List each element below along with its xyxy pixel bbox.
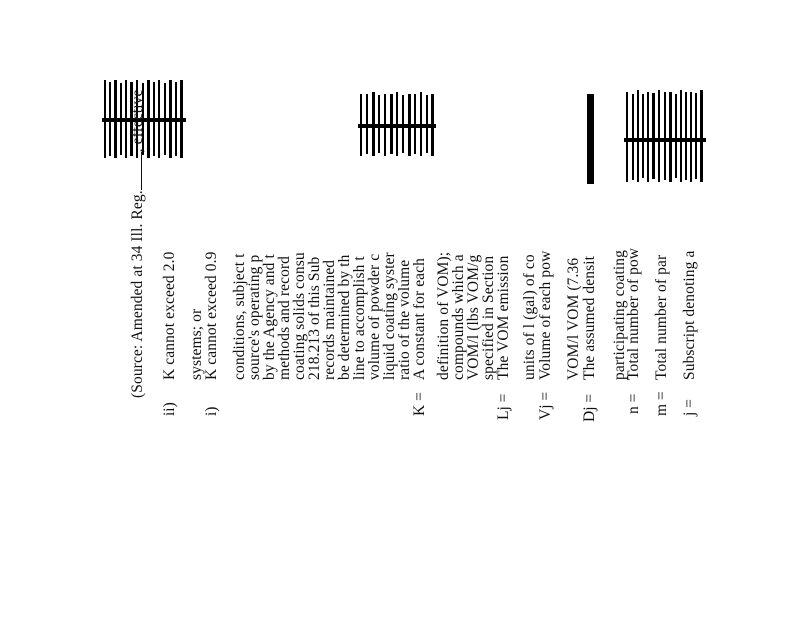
def-k-line-8: 218.213 of this Sub: [306, 256, 323, 380]
def-m-line-1: Total number of par: [653, 254, 670, 380]
symbol-lj: Lj =: [495, 393, 512, 420]
def-n-line-2: participating coating: [611, 250, 628, 380]
def-vj-line-1: Volume of each pow: [537, 250, 554, 380]
def-lj-line-3: VOM/l (lbs VOM/g: [465, 254, 482, 380]
sub-item-ii-line-1: K cannot exceed 2.0: [161, 251, 178, 380]
def-j-line-1: Subscript denoting a: [681, 250, 698, 380]
def-k-line-7: records maintained: [321, 259, 338, 380]
def-k-line-5: line to accomplish t: [351, 256, 368, 380]
def-k-line-3: liquid coating syster: [381, 252, 398, 380]
equation-bracket-bar: [587, 94, 594, 184]
symbol-dj: Dj =: [581, 393, 598, 422]
def-k-line-9: coating solids consu: [291, 252, 308, 380]
equation-fragment-middle: [358, 90, 436, 156]
sub-item-i-line-1: K cannot exceed 0.9: [203, 251, 220, 380]
def-k-line-12: source's operating p: [246, 254, 263, 380]
symbol-k: K =: [411, 392, 428, 416]
def-vj-line-2: units of l (gal) of co: [521, 254, 538, 380]
symbol-n: n =: [625, 393, 642, 414]
def-lj-line-1: The VOM emission: [495, 255, 512, 380]
def-dj-line-2: VOM/l VOM (7.36: [565, 257, 582, 380]
def-k-line-11: by the Agency and t: [261, 254, 278, 380]
def-k-line-10: methods and record: [276, 255, 293, 380]
def-n-line-1: Total number of pow: [625, 247, 642, 380]
def-k-line-1: A constant for each: [411, 258, 428, 380]
def-k-line-4: volume of powder c: [366, 253, 383, 380]
def-k-line-13: conditions, subject t: [231, 253, 248, 380]
source-note-text: (Source: Amended at 34 Ill. Reg.: [129, 190, 146, 398]
source-note-effective: , effective: [129, 89, 146, 153]
sub-item-label-i: i): [203, 406, 220, 416]
symbol-m: m =: [653, 391, 670, 416]
symbol-vj: Vj =: [537, 391, 554, 420]
def-lj-line-4: compounds which a: [450, 254, 467, 380]
def-lj-line-5: definition of VOM);: [435, 251, 452, 380]
source-note: [130, 90, 145, 398]
def-dj-line-1: The assumed densit: [581, 255, 598, 380]
sub-item-label-ii: ii): [161, 402, 178, 416]
symbol-j: j =: [681, 399, 698, 416]
def-lj-line-2: specified in Section: [480, 255, 497, 380]
source-note-blank: [130, 152, 142, 190]
def-k-line-2: ratio of the volume: [396, 259, 413, 380]
equation-fragment-top: [624, 88, 706, 182]
sub-item-i-line-2: systems; or: [188, 308, 205, 380]
def-k-line-6: be determined by th: [336, 254, 353, 380]
